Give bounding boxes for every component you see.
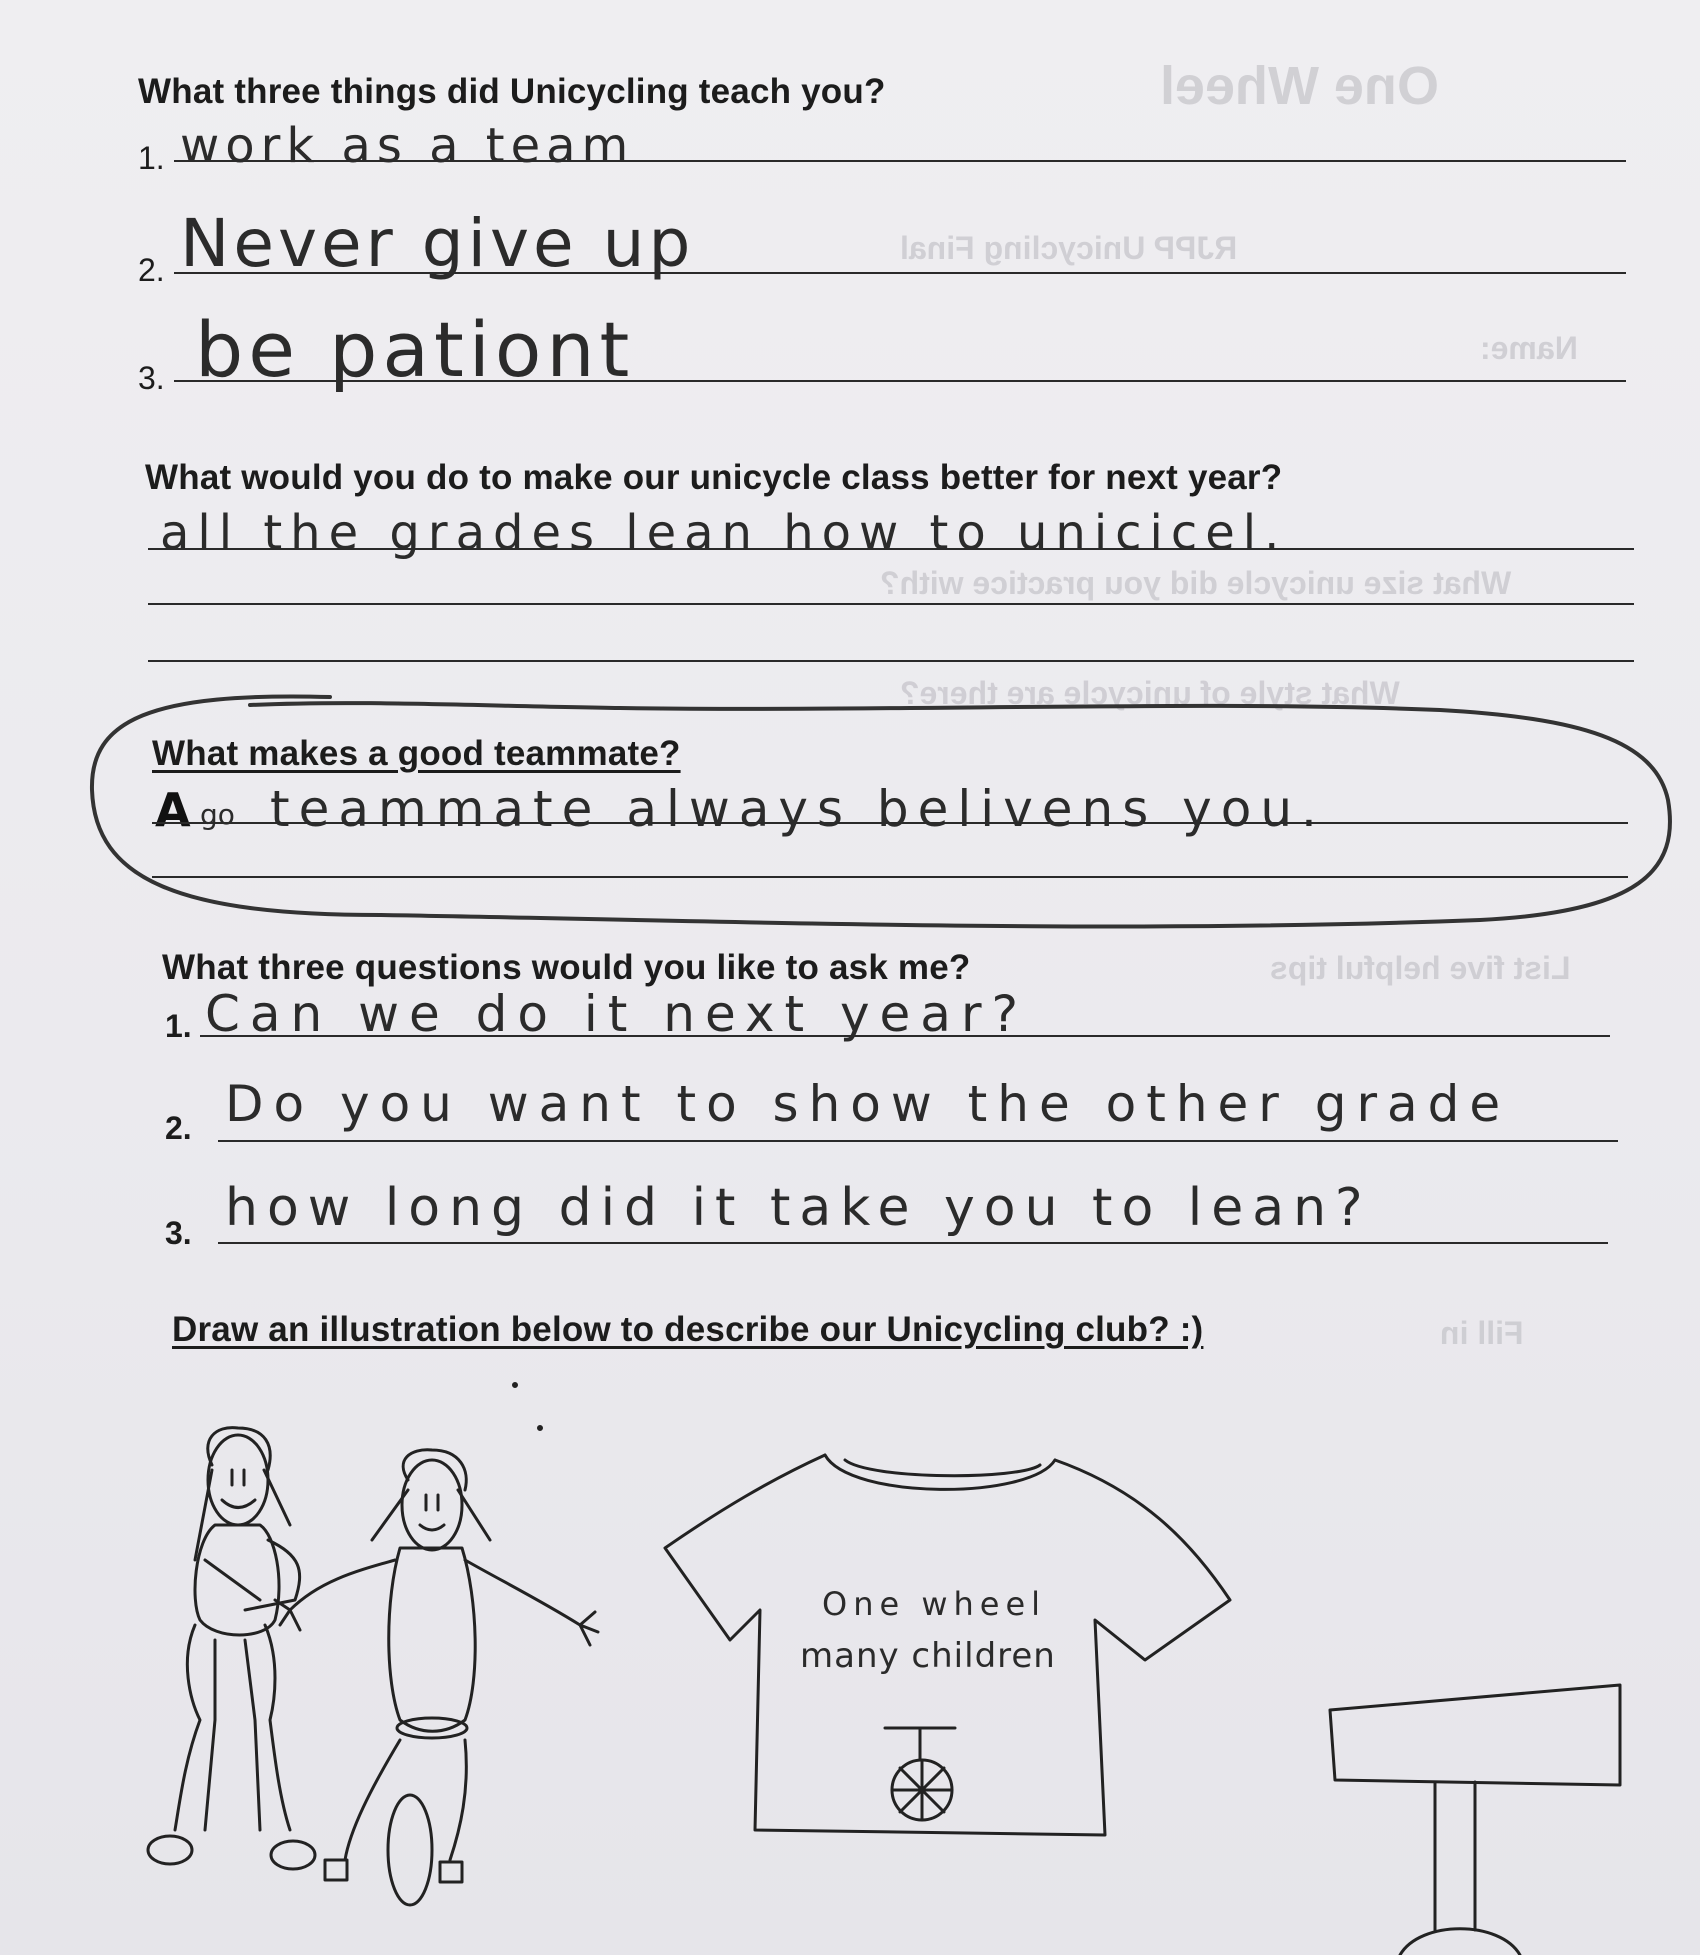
bleed-through-text: RJPP Unicycling Final	[900, 230, 1238, 266]
stick-figure-on-unicycle	[275, 1450, 598, 1905]
q1-item-3-number: 3.	[138, 360, 165, 396]
sign-drawing	[1330, 1685, 1620, 1955]
question-2-prompt: What would you do to make our unicycle class better for next year?	[145, 458, 1283, 497]
q3-answer-crossed: go	[200, 798, 235, 831]
q4-item-1-number: 1.	[165, 1008, 192, 1044]
q2-answer: all the grades lean how to unicicel.	[160, 505, 1288, 561]
q1-item-1-answer: work as a team	[180, 118, 635, 174]
question-5-prompt: Draw an illustration below to describe our Unicycling club? :)	[172, 1310, 1204, 1349]
shirt-text-line-1: One wheel	[822, 1585, 1047, 1623]
bleed-through-text: What size unicycle did you practice with?	[880, 565, 1512, 601]
q1-item-2-answer: Never give up	[180, 205, 695, 282]
q4-item-3-answer: how long did it take you to lean?	[225, 1178, 1372, 1238]
shirt-text-line-2: many children	[800, 1636, 1056, 1676]
bleed-through-text: What style of unicycle are there?	[900, 675, 1400, 711]
q4-item-3-number: 3.	[165, 1215, 192, 1251]
stick-figure-left	[148, 1428, 315, 1869]
bleed-through-text: Name:	[1480, 330, 1578, 366]
question-4-prompt: What three questions would you like to ask me?	[162, 948, 971, 987]
q4-item-2-number: 2.	[165, 1110, 192, 1146]
q4-item-1-answer: Can we do it next year?	[205, 985, 1029, 1043]
q1-item-1-number: 1.	[138, 140, 165, 176]
question-3-prompt: What makes a good teammate?	[152, 734, 681, 773]
bleed-through-text: Fill in	[1440, 1315, 1524, 1351]
q1-item-3-answer: be pationt	[195, 305, 635, 394]
bleed-through-text: List five helpful tips	[1270, 950, 1571, 986]
question-1-prompt: What three things did Unicycling teach you?	[138, 72, 886, 111]
q3-answer: teammate always belivens you.	[270, 780, 1326, 838]
q3-answer-prefix: A	[155, 783, 191, 837]
q4-item-2-answer: Do you want to show the other grade	[225, 1075, 1511, 1133]
q1-item-2-number: 2.	[138, 252, 165, 288]
bleed-through-text: One Wheel	[1160, 56, 1440, 116]
